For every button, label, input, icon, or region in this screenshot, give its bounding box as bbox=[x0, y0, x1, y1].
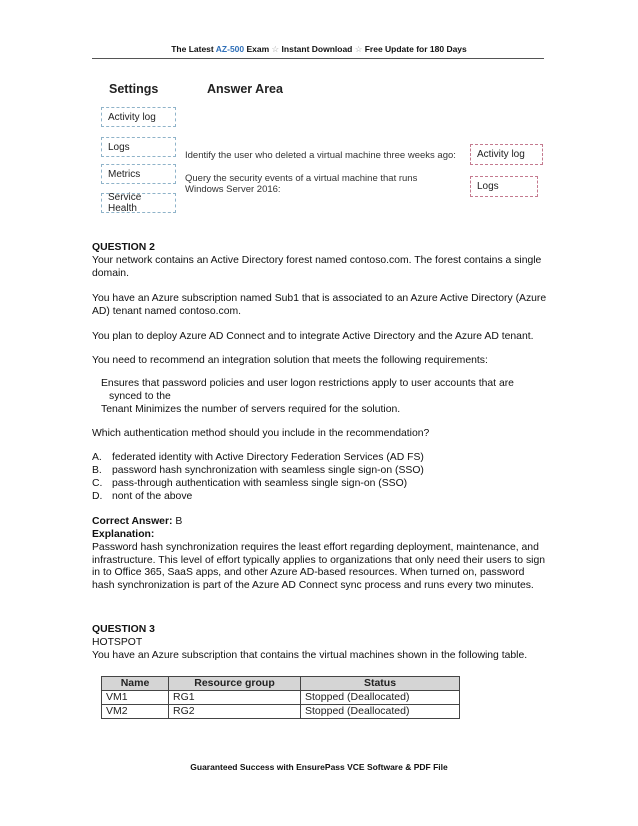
cell-status: Stopped (Deallocated) bbox=[301, 691, 460, 705]
settings-item-activity-log[interactable]: Activity log bbox=[101, 107, 176, 127]
answer-row-2-text-line1: Query the security events of a virtual machine that runs bbox=[185, 173, 418, 184]
cell-resource-group: RG2 bbox=[169, 705, 301, 719]
cell-resource-group: RG1 bbox=[169, 691, 301, 705]
settings-item-service-health[interactable]: Service Health bbox=[101, 193, 176, 213]
column-header-name: Name bbox=[102, 677, 169, 691]
cell-status: Stopped (Deallocated) bbox=[301, 705, 460, 719]
q2-option-c[interactable]: C. pass-through authentication with seamless single sign-on (SSO) bbox=[92, 478, 408, 489]
q2-explanation-label: Explanation: bbox=[92, 529, 155, 540]
answer-box-activity-log[interactable]: Activity log bbox=[470, 144, 543, 165]
q2-paragraph-3: You plan to deploy Azure AD Connect and to integrate Active Directory and the Azure AD tenant. bbox=[92, 331, 534, 342]
answer-box-logs[interactable]: Logs bbox=[470, 176, 538, 197]
settings-item-logs[interactable]: Logs bbox=[101, 137, 176, 157]
answer-row-1-text: Identify the user who deleted a virtual machine three weeks ago: bbox=[185, 150, 456, 161]
q2-explanation-text: Password hash synchronization requires the least effort regarding deployment, maintenance, and infrastructure. This level of effort typically applies to organizations that only need their users to sign in to Office 365, SaaS apps, and other Azure AD-based resources. When turned on, password hash synchronization is part of the Azure AD Connect sync process and runs every two minutes. bbox=[92, 542, 546, 591]
exam-code: AZ-500 bbox=[215, 44, 245, 54]
header-divider bbox=[92, 58, 544, 59]
table-row bbox=[102, 705, 460, 719]
question-3-title: QUESTION 3 bbox=[92, 624, 155, 635]
q2-correct-answer: Correct Answer: B bbox=[92, 516, 183, 527]
settings-item-metrics[interactable]: Metrics bbox=[101, 164, 176, 184]
vm-table bbox=[101, 676, 460, 719]
q2-question: Which authentication method should you include in the recommendation? bbox=[92, 428, 430, 439]
answer-row-2-text-line2: Windows Server 2016: bbox=[185, 184, 281, 195]
star-icon: ☆ bbox=[354, 44, 363, 54]
q2-requirement-1-line1: Ensures that password policies and user logon restrictions apply to user accounts that are bbox=[101, 378, 514, 389]
star-icon: ☆ bbox=[271, 44, 280, 54]
table-header-row bbox=[102, 677, 460, 691]
cell-name: VM1 bbox=[102, 691, 169, 705]
q2-paragraph-1: Your network contains an Active Directory forest named contoso.com. The forest contains a single domain. bbox=[92, 255, 542, 279]
q2-requirement-1-line2: synced to the bbox=[109, 391, 171, 402]
q2-option-a[interactable]: A. federated identity with Active Directory Federation Services (AD FS) bbox=[92, 452, 424, 463]
column-header-status: Status bbox=[301, 677, 460, 691]
drag-drop-figure bbox=[96, 80, 551, 215]
column-header-resource-group: Resource group bbox=[169, 677, 301, 691]
q2-option-d[interactable]: D. nont of the above bbox=[92, 491, 193, 502]
table-row bbox=[102, 691, 460, 705]
q2-paragraph-2: You have an Azure subscription named Sub1 that is associated to an Azure Active Directory (Azure AD) tenant named contoso.com. bbox=[92, 293, 547, 317]
cell-name: VM2 bbox=[102, 705, 169, 719]
q2-option-b[interactable]: B. password hash synchronization with seamless single sign-on (SSO) bbox=[92, 465, 424, 476]
q3-type: HOTSPOT bbox=[92, 637, 143, 648]
page-footer: Guaranteed Success with EnsurePass VCE Software & PDF File bbox=[190, 762, 448, 772]
answer-area-title: Answer Area bbox=[207, 82, 283, 96]
settings-title: Settings bbox=[109, 82, 159, 96]
page-header: The Latest AZ-500 Exam ☆ Instant Download ☆ Free Update for 180 Days bbox=[171, 44, 467, 54]
q2-requirement-2: Tenant Minimizes the number of servers required for the solution. bbox=[101, 404, 401, 415]
q2-paragraph-4: You need to recommend an integration solution that meets the following requirements: bbox=[92, 355, 488, 366]
question-2-title: QUESTION 2 bbox=[92, 242, 155, 253]
q3-paragraph-1: You have an Azure subscription that contains the virtual machines shown in the following table. bbox=[92, 650, 528, 661]
